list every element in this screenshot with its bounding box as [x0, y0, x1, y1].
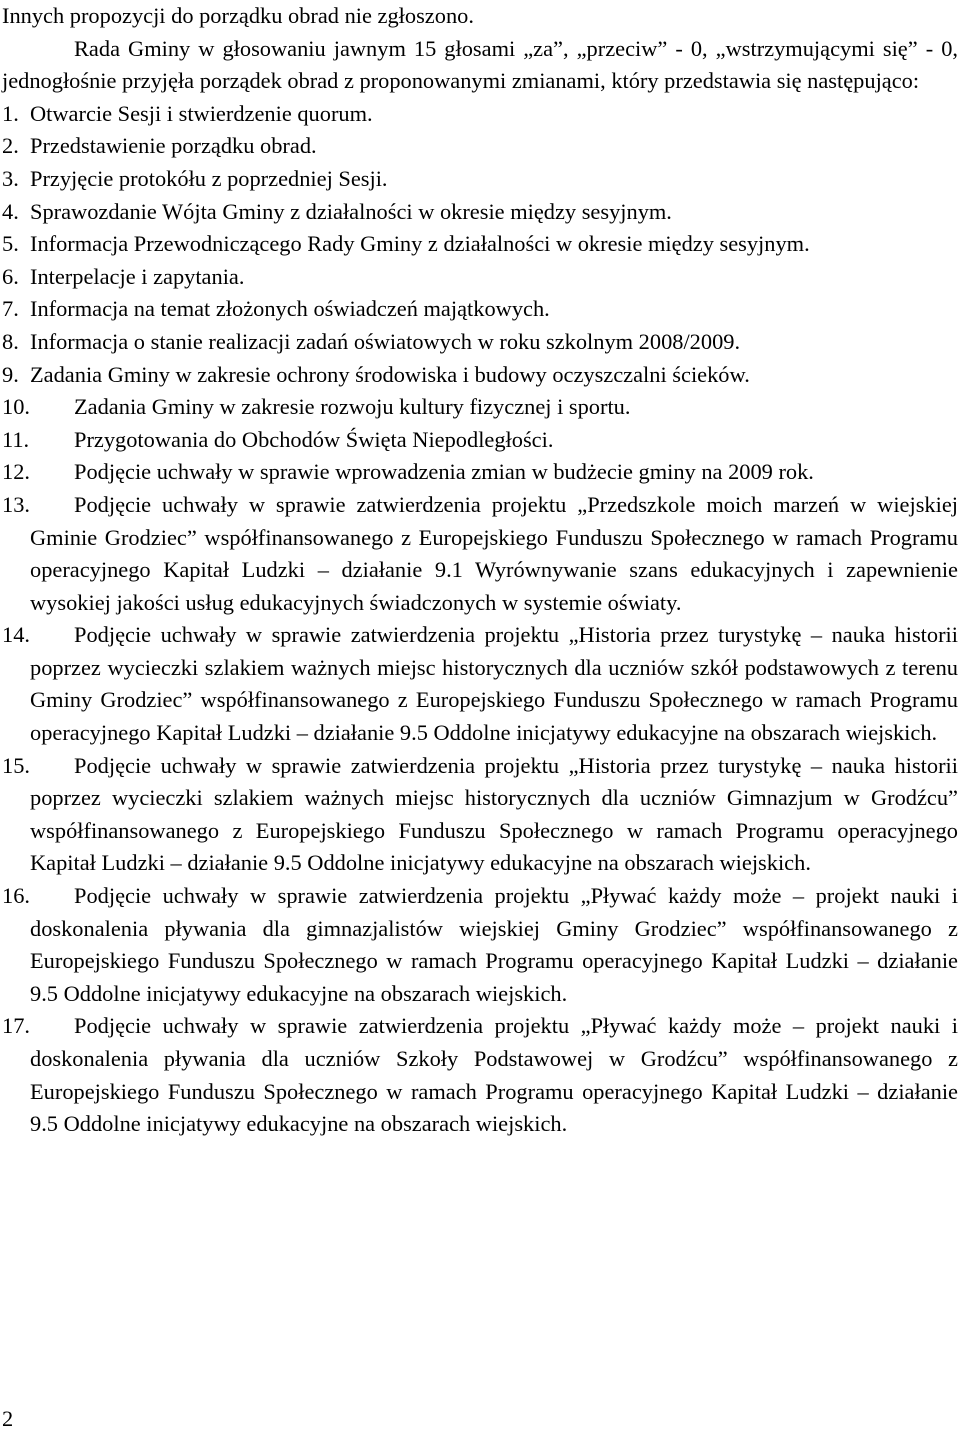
agenda-item-text: Podjęcie uchwały w sprawie zatwierdzenia projektu „Historia przez turystykę – nauka historii poprzez wycieczki szlakiem ważnych miejsc historycznych dla uczniów Gimnazjum w Grodźcu” współfinansowanego z Europejskiego Funduszu Społecznego w ramach Programu operacyjnego Kapitał Ludzki – działanie 9.5 Oddolne inicjatywy edukacyjne na obszarach wiejskich.	[30, 752, 958, 876]
agenda-item-1	[2, 98, 958, 131]
agenda-item-text: Podjęcie uchwały w sprawie wprowadzenia zmian w budżecie gminy na 2009 rok.	[74, 459, 814, 485]
agenda-item-17	[2, 1010, 958, 1140]
agenda-item-number: 5.	[2, 231, 19, 257]
agenda-item-text: Przyjęcie protokółu z poprzedniej Sesji.	[30, 165, 388, 191]
page-number: 2	[2, 1406, 14, 1431]
agenda-item-text: Informacja Przewodniczącego Rady Gminy z działalności w okresie między sesyjnym.	[30, 231, 810, 257]
agenda-item-number: 12.	[2, 459, 30, 485]
intro-paragraph-2: Rada Gminy w głosowaniu jawnym 15 głosami „za”, „przeciw” - 0, „wstrzymującymi się” - 0, jednogłośnie przyjęła porządek obrad z proponowanymi zmianami, który przedstawia się następująco:	[2, 35, 958, 94]
agenda-item-number: 6.	[2, 263, 19, 289]
agenda-item-text: Przedstawienie porządku obrad.	[30, 133, 317, 159]
agenda-item-number: 17.	[2, 1013, 30, 1039]
agenda-item-2	[2, 130, 958, 163]
agenda-item-15	[2, 750, 958, 880]
agenda-item-8	[2, 326, 958, 359]
agenda-item-number: 2.	[2, 133, 19, 159]
agenda-item-number: 7.	[2, 296, 19, 322]
agenda-item-12	[2, 456, 958, 489]
agenda-item-5	[2, 228, 958, 261]
agenda-item-text: Podjęcie uchwały w sprawie zatwierdzenia projektu „Przedszkole moich marzeń w wiejskiej Gminie Grodziec” współfinansowanego z Europejskiego Funduszu Społecznego w ramach Programu operacyjnego Kapitał Ludzki – działanie 9.1 Wyrównywanie szans edukacyjnych i zapewnienie wysokiej jakości usług edukacyjnych świadczonych w systemie oświaty.	[30, 491, 958, 615]
agenda-item-text: Interpelacje i zapytania.	[30, 263, 245, 289]
agenda-item-number: 16.	[2, 883, 30, 909]
agenda-item-11	[2, 424, 958, 457]
agenda-item-text: Zadania Gminy w zakresie ochrony środowiska i budowy oczyszczalni ścieków.	[30, 361, 750, 387]
agenda-item-text: Podjęcie uchwały w sprawie zatwierdzenia projektu „Pływać każdy może – projekt nauki i doskonalenia pływania dla gimnazjalistów wiejskiej Gminy Grodziec” współfinansowanego z Europejskiego Funduszu Społecznego w ramach Programu operacyjnego Kapitał Ludzki – działanie 9.5 Oddolne inicjatywy edukacyjne na obszarach wiejskich.	[30, 883, 958, 1006]
agenda-item-text: Podjęcie uchwały w sprawie zatwierdzenia projektu „Historia przez turystykę – nauka historii poprzez wycieczki szlakiem ważnych miejsc historycznych dla uczniów szkół podstawowych z terenu Gminy Grodziec” współfinansowanego z Europejskiego Funduszu Społecznego w ramach Programu operacyjnego Kapitał Ludzki – działanie 9.5 Oddolne inicjatywy edukacyjne na obszarach wiejskich.	[30, 622, 958, 746]
agenda-item-7	[2, 293, 958, 326]
agenda-item-number: 15.	[2, 752, 30, 778]
agenda-item-3	[2, 163, 958, 196]
agenda-item-13	[2, 489, 958, 619]
agenda-item-4	[2, 196, 958, 229]
agenda-item-text: Sprawozdanie Wójta Gminy z działalności w okresie między sesyjnym.	[30, 198, 672, 224]
agenda-item-number: 14.	[2, 622, 30, 648]
agenda-list	[2, 98, 958, 1141]
agenda-item-number: 11.	[2, 426, 30, 452]
agenda-item-number: 10.	[2, 394, 30, 420]
agenda-item-text: Informacja o stanie realizacji zadań oświatowych w roku szkolnym 2008/2009.	[30, 328, 741, 354]
agenda-item-text: Przygotowania do Obchodów Święta Niepodległości.	[74, 426, 554, 452]
agenda-item-16	[2, 880, 958, 1010]
agenda-item-14	[2, 619, 958, 749]
agenda-item-6	[2, 261, 958, 294]
agenda-item-number: 9.	[2, 361, 19, 387]
agenda-item-number: 13.	[2, 491, 30, 517]
agenda-item-number: 8.	[2, 328, 19, 354]
agenda-item-text: Podjęcie uchwały w sprawie zatwierdzenia projektu „Pływać każdy może – projekt nauki i doskonalenia pływania dla uczniów Szkoły Podstawowej w Grodźcu” współfinansowanego z Europejskiego Funduszu Społecznego w ramach Programu operacyjnego Kapitał Ludzki – działanie 9.5 Oddolne inicjatywy edukacyjne na obszarach wiejskich.	[30, 1013, 958, 1137]
agenda-item-number: 3.	[2, 165, 19, 191]
document-body	[2, 0, 958, 1141]
agenda-item-number: 4.	[2, 198, 19, 224]
agenda-item-number: 1.	[2, 100, 19, 126]
agenda-item-text: Informacja na temat złożonych oświadczeń majątkowych.	[30, 296, 550, 322]
agenda-item-text: Otwarcie Sesji i stwierdzenie quorum.	[30, 100, 373, 126]
agenda-item-9	[2, 359, 958, 392]
agenda-item-10	[2, 391, 958, 424]
intro-paragraph-1: Innych propozycji do porządku obrad nie zgłoszono.	[2, 3, 474, 28]
agenda-item-text: Zadania Gminy w zakresie rozwoju kultury fizycznej i sportu.	[74, 394, 631, 420]
